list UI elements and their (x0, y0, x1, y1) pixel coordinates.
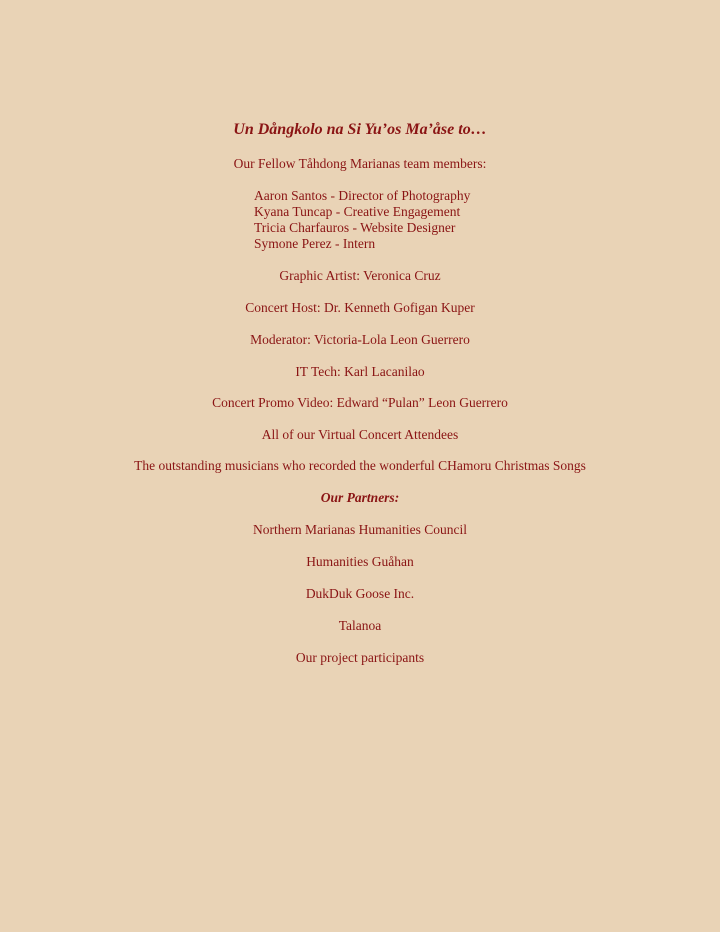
page-heading: Un Dångkolo na Si Yu’os Ma’åse to… (233, 121, 487, 138)
credit-musicians: The outstanding musicians who recorded the wonderful CHamoru Christmas Songs (134, 458, 586, 473)
credit-promo-video: Concert Promo Video: Edward “Pulan” Leon Guerrero (212, 395, 508, 410)
team-members-list (254, 188, 470, 252)
team-intro: Our Fellow Tåhdong Marianas team members: (233, 156, 487, 171)
credit-moderator: Moderator: Victoria-Lola Leon Guerrero (250, 332, 470, 347)
team-member: Kyana Tuncap - Creative Engagement (254, 204, 461, 219)
partner-item: Humanities Guåhan (306, 554, 414, 569)
partner-item: DukDuk Goose Inc. (305, 586, 415, 601)
credit-concert-host: Concert Host: Dr. Kenneth Gofigan Kuper (245, 300, 475, 315)
partner-item: Our project participants (295, 650, 425, 665)
credit-it-tech: IT Tech: Karl Lacanilao (295, 364, 425, 379)
partner-item: Northern Marianas Humanities Council (252, 522, 468, 537)
credit-attendees: All of our Virtual Concert Attendees (261, 427, 459, 442)
partner-item: Talanoa (338, 618, 382, 633)
credit-graphic-artist: Graphic Artist: Veronica Cruz (279, 268, 441, 283)
team-member: Aaron Santos - Director of Photography (254, 188, 471, 203)
team-member: Tricia Charfauros - Website Designer (254, 220, 456, 235)
team-member: Symone Perez - Intern (254, 236, 376, 251)
partners-heading: Our Partners: (320, 490, 400, 505)
